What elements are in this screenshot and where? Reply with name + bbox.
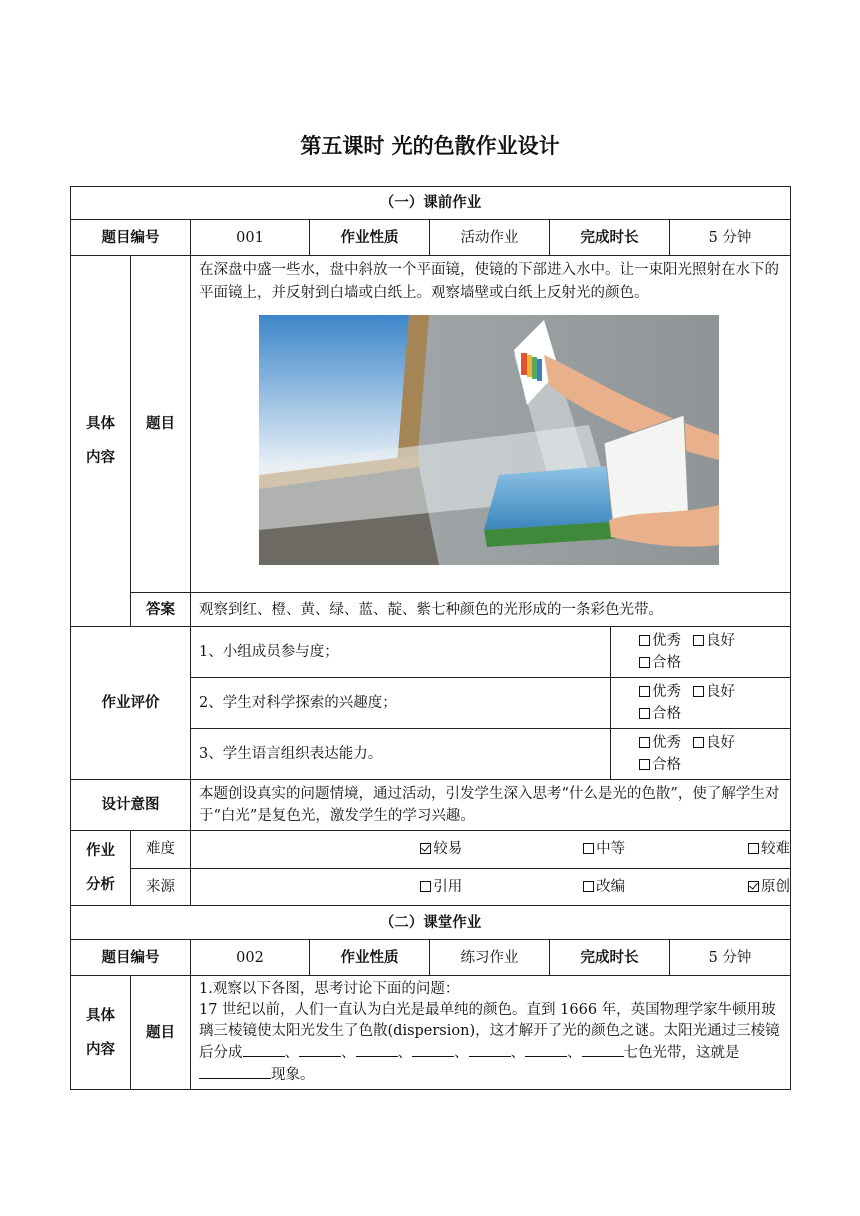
label-answer: 答案 — [131, 593, 191, 627]
source-cited[interactable]: 引用 — [191, 876, 462, 898]
source-original[interactable]: 原创 — [625, 876, 790, 898]
option-excellent[interactable]: 优秀 — [639, 684, 681, 700]
blank-2[interactable] — [299, 1042, 341, 1057]
blank-3[interactable] — [356, 1042, 398, 1057]
label-homework-nature: 作业性质 — [310, 220, 430, 256]
checkbox-icon[interactable] — [693, 635, 704, 646]
label-duration: 完成时长 — [550, 940, 670, 976]
checkbox-icon[interactable] — [583, 843, 594, 854]
checkbox-icon[interactable] — [748, 843, 759, 854]
label-design-intent: 设计意图 — [71, 780, 191, 831]
page-title: 第五课时 光的色散作业设计 — [300, 134, 560, 158]
section-header-inclass: （二）课堂作业 — [71, 906, 791, 940]
checkbox-icon[interactable] — [639, 708, 650, 719]
option-pass[interactable]: 合格 — [639, 757, 681, 773]
checked-checkbox-icon[interactable] — [420, 843, 431, 854]
checked-checkbox-icon[interactable] — [748, 881, 759, 892]
checkbox-icon[interactable] — [639, 635, 650, 646]
option-excellent[interactable]: 优秀 — [639, 735, 681, 751]
eval-options-3 — [611, 729, 791, 780]
checkbox-icon[interactable] — [693, 737, 704, 748]
blank-4[interactable] — [412, 1042, 454, 1057]
checkbox-icon[interactable] — [583, 881, 594, 892]
difficulty-easy[interactable]: 较易 — [191, 838, 462, 860]
question-paragraph: 17 世纪以前，人们一直认为白光是最单纯的颜色。直到 1666 年，英国物理学家牛顿用玻璃三棱镜使太阳光发生了色散(dispersion)，这才解开了光的颜色之谜。太阳光通过三棱镜后分成 、 、 、 、 、 、 七色光带，这就是现象。 — [199, 1002, 780, 1083]
label-specific-content: 具体内容 — [71, 256, 131, 627]
label-question-number: 题目编号 — [71, 940, 191, 976]
blank-6[interactable] — [525, 1042, 567, 1057]
experiment-illustration — [259, 315, 719, 565]
eval-options-2 — [611, 678, 791, 729]
blank-7[interactable] — [582, 1042, 624, 1057]
label-source: 来源 — [131, 868, 191, 906]
blank-phenomenon[interactable] — [199, 1064, 271, 1079]
question-cell — [191, 976, 791, 1090]
duration-value: 5 分钟 — [670, 220, 791, 256]
option-pass[interactable]: 合格 — [639, 655, 681, 671]
answer-text: 观察到红、橙、黄、绿、蓝、靛、紫七种颜色的光形成的一条彩色光带。 — [191, 593, 791, 627]
label-duration: 完成时长 — [550, 220, 670, 256]
eval-options-1 — [611, 627, 791, 678]
question-cell — [191, 256, 791, 593]
checkbox-icon[interactable] — [693, 686, 704, 697]
question-number-value: 001 — [191, 220, 310, 256]
homework-table — [70, 186, 791, 1090]
difficulty-medium[interactable]: 中等 — [462, 838, 625, 860]
question-line-1: 1.观察以下各图，思考讨论下面的问题： — [199, 981, 460, 997]
difficulty-options — [191, 831, 791, 869]
label-question: 题目 — [131, 256, 191, 593]
design-intent-text: 本题创设真实的问题情境，通过活动，引发学生深入思考“什么是光的色散”，使了解学生对于“白光”是复色光，激发学生的学习兴趣。 — [191, 780, 791, 831]
eval-item-1: 1、小组成员参与度； — [191, 627, 611, 678]
option-good[interactable]: 良好 — [693, 684, 735, 700]
option-excellent[interactable]: 优秀 — [639, 633, 681, 649]
eval-item-2: 2、学生对科学探索的兴趣度； — [191, 678, 611, 729]
label-homework-analysis: 作业分析 — [71, 831, 131, 906]
label-difficulty: 难度 — [131, 831, 191, 869]
checkbox-icon[interactable] — [639, 737, 650, 748]
homework-nature-value: 活动作业 — [430, 220, 550, 256]
option-good[interactable]: 良好 — [693, 633, 735, 649]
checkbox-icon[interactable] — [639, 759, 650, 770]
blank-5[interactable] — [469, 1042, 511, 1057]
option-pass[interactable]: 合格 — [639, 706, 681, 722]
label-evaluation: 作业评价 — [71, 627, 191, 780]
checkbox-icon[interactable] — [639, 686, 650, 697]
source-adapted[interactable]: 改编 — [462, 876, 625, 898]
label-specific-content: 具体内容 — [71, 976, 131, 1090]
section-header-preclass: （一）课前作业 — [71, 187, 791, 220]
difficulty-hard[interactable]: 较难 — [625, 838, 790, 860]
question-text: 在深盘中盛一些水，盘中斜放一个平面镜，使镜的下部进入水中。让一束阳光照射在水下的平面镜上，并反射到白墙或白纸上。观察墙壁或白纸上反射光的颜色。 — [199, 262, 779, 301]
blank-1[interactable] — [243, 1042, 285, 1057]
option-good[interactable]: 良好 — [693, 735, 735, 751]
duration-value: 5 分钟 — [670, 940, 791, 976]
question-number-value: 002 — [191, 940, 310, 976]
homework-nature-value: 练习作业 — [430, 940, 550, 976]
eval-item-3: 3、学生语言组织表达能力。 — [191, 729, 611, 780]
source-options — [191, 868, 791, 906]
checkbox-icon[interactable] — [639, 657, 650, 668]
checkbox-icon[interactable] — [420, 881, 431, 892]
label-question: 题目 — [131, 976, 191, 1090]
label-homework-nature: 作业性质 — [310, 940, 430, 976]
label-question-number: 题目编号 — [71, 220, 191, 256]
